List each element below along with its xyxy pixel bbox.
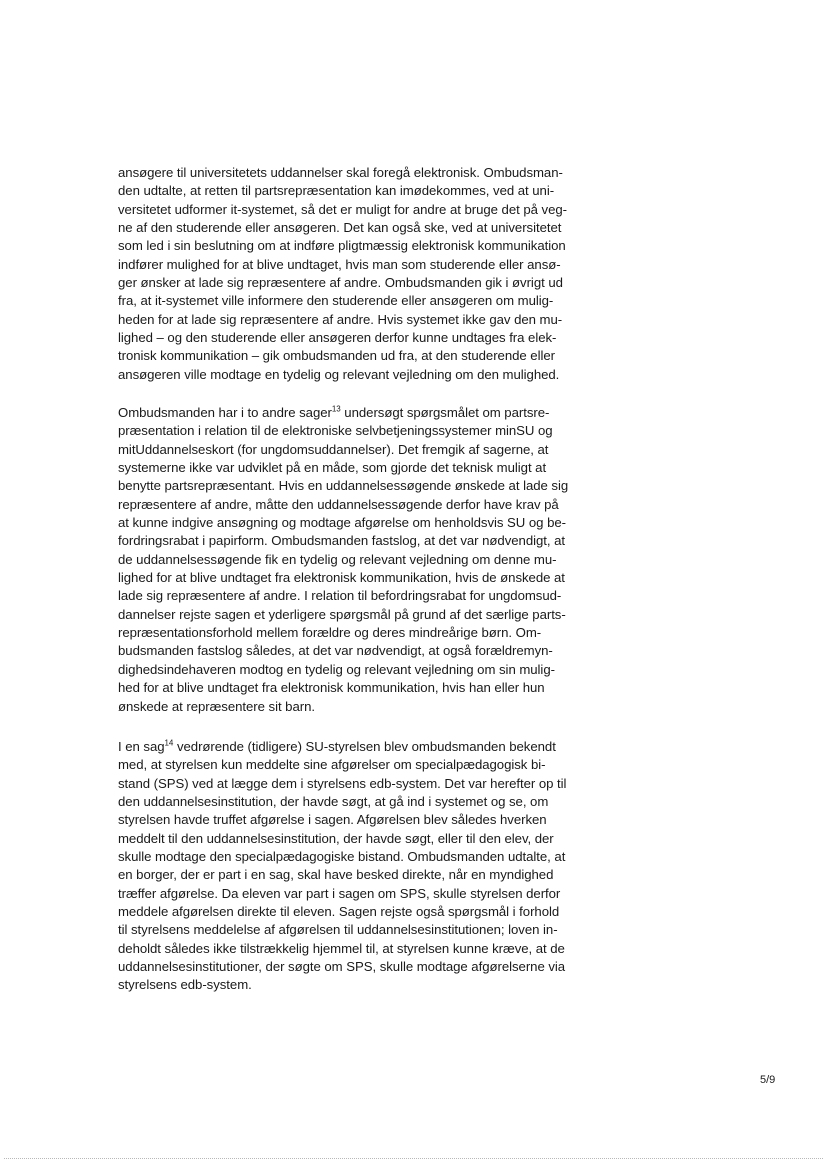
text-line — [118, 551, 588, 569]
text-segment: deholdt således ikke tilstrækkelig hjemmel til, at styrelsen kunne kræve, at de — [118, 940, 565, 956]
text-segment: fordringsrabat i papirform. Ombudsmanden fastslog, at det var nødvendigt, at — [118, 533, 566, 549]
text-segment: med, at styrelsen kun meddelte sine afgørelser om specialpædagogisk bi- — [118, 757, 546, 773]
text-line — [118, 477, 588, 495]
paragraph-su-styrelsen — [118, 738, 588, 995]
text-segment: ne af den studerende eller ansøgeren. Det kan også ske, ved at universitetet — [118, 220, 562, 236]
text-line — [118, 329, 588, 347]
text-line — [118, 459, 588, 477]
text-segment: en borger, der er part i en sag, skal have besked direkte, når en myndighed — [118, 867, 554, 883]
text-line — [118, 642, 588, 660]
text-line — [118, 738, 588, 756]
text-segment: styrelsens edb-system. — [118, 977, 252, 993]
text-line — [118, 587, 588, 605]
text-segment: til styrelsens meddelelse af afgørelsen til uddannelsesinstitutionen; loven in- — [118, 922, 558, 938]
text-line — [118, 347, 588, 365]
text-segment: ønskede at repræsentere sit barn. — [118, 698, 315, 714]
text-segment: indfører mulighed for at blive undtaget, hvis man som studerende eller ansø- — [118, 256, 561, 272]
text-line — [118, 219, 588, 237]
text-segment: hed for at blive undtaget fra elektronisk kommunikation, hvis han eller hun — [118, 680, 545, 696]
paragraph-ombudsman-university — [118, 164, 588, 384]
text-segment: benytte partsrepræsentant. Hvis en uddannelsessøgende ønskede at lade sig — [118, 478, 569, 494]
text-segment: budsmanden fastslog således, at det var nødvendigt, at også forældremyn- — [118, 643, 553, 659]
text-segment: meddele afgørelsen direkte til eleven. Sagen rejste også spørgsmål i forhold — [118, 904, 560, 920]
text-segment: ger ønsker at lade sig repræsentere af andre. Ombudsmanden gik i øvrigt ud — [118, 275, 563, 291]
text-line — [118, 422, 588, 440]
text-segment: de uddannelsessøgende fik en tydelig og relevant vejledning om denne mu- — [118, 551, 557, 567]
text-line — [118, 404, 588, 422]
text-line — [118, 661, 588, 679]
text-segment: den udtalte, at retten til partsrepræsentation kan imødekommes, ved at uni- — [118, 183, 555, 199]
text-line — [118, 514, 588, 532]
paragraph-partsrepraesentation — [118, 404, 588, 716]
text-line — [118, 679, 588, 697]
text-line — [118, 958, 588, 976]
text-segment: Ombudsmanden har i to andre sager — [118, 405, 332, 420]
text-segment: lade sig repræsentere af andre. I relation til befordringsrabat for ungdomsud- — [118, 588, 562, 604]
text-segment: lighed for at blive undtaget fra elektronisk kommunikation, hvis de ønskede at — [118, 570, 565, 586]
text-segment: meddelt til den uddannelsesinstitution, der havde søgt, eller til den elev, der — [118, 830, 554, 846]
text-line — [118, 811, 588, 829]
text-segment: repræsentationsforhold mellem forældre og deres mindreårige børn. Om- — [118, 625, 542, 641]
text-line — [118, 201, 588, 219]
text-line — [118, 848, 588, 866]
footnote-ref: 14 — [164, 738, 174, 748]
text-segment: repræsentere af andre, måtte den uddannelsessøgende derfor have krav på — [118, 496, 559, 512]
text-line — [118, 496, 588, 514]
text-segment: dighedsindehaveren modtog en tydelig og relevant vejledning om sin mulig- — [118, 661, 555, 677]
text-segment: dannelser rejste sagen et yderligere spørgsmål på grund af det særlige parts- — [118, 606, 566, 622]
text-line — [118, 885, 588, 903]
text-segment: vedrørende (tidligere) SU-styrelsen blev ombudsmanden bekendt — [173, 739, 556, 754]
text-line — [118, 292, 588, 310]
text-line — [118, 976, 588, 994]
text-line — [118, 866, 588, 884]
text-segment: fra, at it-systemet ville informere den studerende eller ansøgeren om mulig- — [118, 293, 554, 309]
text-segment: ansøgeren ville modtage en tydelig og relevant vejledning om den mulighed. — [118, 366, 560, 382]
text-line — [118, 164, 588, 182]
text-segment: skulle modtage den specialpædagogiske bistand. Ombudsmanden udtalte, at — [118, 849, 566, 865]
text-line — [118, 921, 588, 939]
text-segment: mitUddannelseskort (for ungdomsuddannelser). Det fremgik af sagerne, at — [118, 441, 549, 457]
text-line — [118, 775, 588, 793]
text-line — [118, 606, 588, 624]
text-segment: præsentation i relation til de elektroniske selvbetjeningssystemer minSU og — [118, 423, 553, 439]
text-segment: stand (SPS) ved at lægge dem i styrelsens edb-system. Det var herefter op til — [118, 775, 567, 791]
text-segment: versitetet udformer it-systemet, så det er muligt for andre at bruge det på veg- — [118, 201, 567, 217]
text-line — [118, 756, 588, 774]
bottom-divider — [4, 1158, 823, 1159]
text-line — [118, 311, 588, 329]
text-segment: tronisk kommunikation – gik ombudsmanden ud fra, at den studerende eller — [118, 348, 555, 364]
text-segment: styrelsen havde truffet afgørelse i sagen. Afgørelsen blev således hverken — [118, 812, 547, 828]
text-line — [118, 366, 588, 384]
text-segment: lighed – og den studerende eller ansøgeren derfor kunne undtages fra elek- — [118, 330, 557, 346]
page-number: 5/9 — [760, 1074, 776, 1086]
text-segment: I en sag — [118, 739, 165, 754]
text-line — [118, 441, 588, 459]
text-segment: ansøgere til universitetets uddannelser skal foregå elektronisk. Ombudsman- — [118, 165, 563, 180]
text-line — [118, 793, 588, 811]
text-line — [118, 698, 588, 716]
text-line — [118, 830, 588, 848]
text-line — [118, 274, 588, 292]
text-segment: træffer afgørelse. Da eleven var part i sagen om SPS, skulle styrelsen derfor — [118, 885, 561, 901]
text-segment: heden for at lade sig repræsentere af andre. Hvis systemet ikke gav den mu- — [118, 311, 563, 327]
text-segment: at kunne indgive ansøgning og modtage afgørelse om henholdsvis SU og be- — [118, 515, 566, 531]
text-segment: undersøgt spørgsmålet om partsre- — [340, 405, 550, 420]
text-line — [118, 532, 588, 550]
text-segment: systemerne ikke var udviklet på en måde, som gjorde det teknisk muligt at — [118, 460, 547, 476]
text-segment: som led i sin beslutning om at indføre pligtmæssig elektronisk kommunikation — [118, 238, 566, 254]
text-segment: den uddannelsesinstitution, der havde søgt, at gå ind i systemet og se, om — [118, 794, 549, 810]
text-segment: uddannelsesinstitutioner, der søgte om SPS, skulle modtage afgørelserne via — [118, 959, 566, 975]
text-line — [118, 624, 588, 642]
text-line — [118, 256, 588, 274]
text-line — [118, 182, 588, 200]
text-line — [118, 940, 588, 958]
text-line — [118, 569, 588, 587]
text-line — [118, 903, 588, 921]
text-line — [118, 237, 588, 255]
footnote-ref: 13 — [331, 404, 341, 414]
